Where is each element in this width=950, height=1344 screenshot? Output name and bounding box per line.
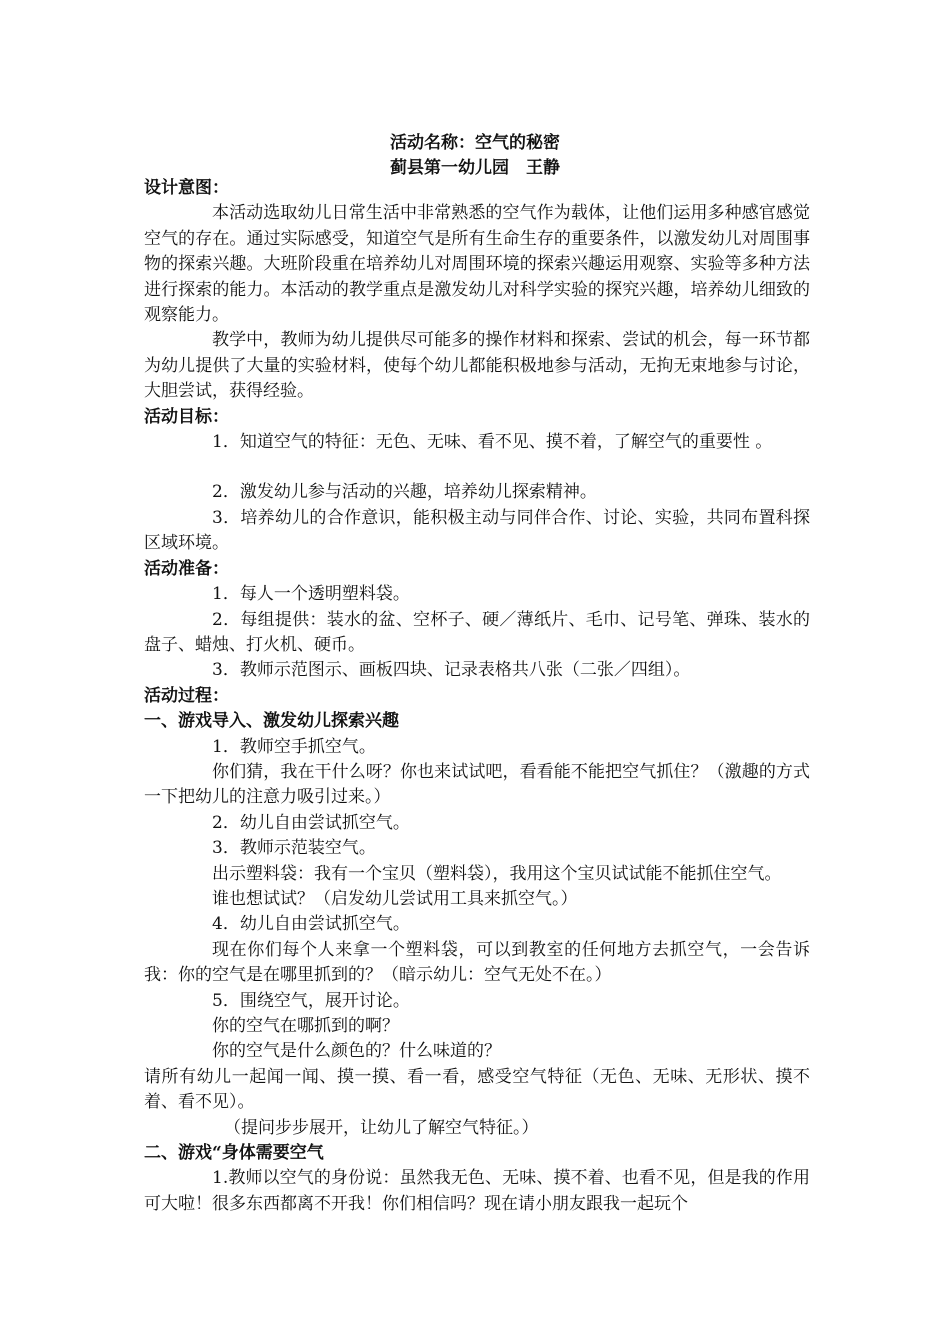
paragraph: 教学中，教师为幼儿提供尽可能多的操作材料和探索、尝试的机会，每一环节都为幼儿提供了大量的实验材料，使每个幼儿都能积极地参与活动，无拘无束地参与讨论，大胆尝试，获得经验。 [144,330,810,402]
paragraph: （提问步步展开，让幼儿了解空气特征。） [224,1117,539,1138]
section-heading: 活动目标： [144,406,229,427]
blank-line [144,455,810,480]
paragraph: 1．教师空手抓空气。 [212,736,376,757]
paragraph: 你们猜，我在干什么呀？你也来试试吧，看看能不能把空气抓住？（激趣的方式一下把幼儿的注意力吸引过来。） [144,761,810,808]
section-heading: 设计意图： [144,178,229,198]
paragraph: 1．知道空气的特征：无色、无味、看不见、摸不着，了解空气的重要性 。 [212,432,773,453]
paragraph: 3．培养幼儿的合作意识，能积极主动与同伴合作、讨论、实验，共同布置科探区域环境。 [144,507,810,554]
section-heading: 一、游戏导入、激发幼儿探索兴趣 [144,711,399,732]
document-body [144,176,810,1217]
paragraph: 1.教师以空气的身份说：虽然我无色、无味、摸不着、也看不见，但是我的作用可大啦！很多东西都离不开我！你们相信吗？现在请小朋友跟我一起玩个 [144,1168,810,1214]
document-title: 活动名称：空气的秘密 [390,133,560,153]
section-heading: 活动过程： [144,685,229,706]
paragraph: 4．幼儿自由尝试抓空气。 [212,914,410,935]
paragraph: 出示塑料袋：我有一个宝贝（塑料袋），我用这个宝贝试试能不能抓住空气。 [212,863,782,884]
paragraph: 3．教师示范图示、画板四块、记录表格共八张（二张／四组）。 [212,660,691,681]
author-line: 蓟县第一幼儿园 王静 [390,158,560,178]
paragraph: 2．幼儿自由尝试抓空气。 [212,812,410,833]
paragraph: 2．激发幼儿参与活动的兴趣，培养幼儿探索精神。 [212,482,597,503]
paragraph: 请所有幼儿一起闻一闻、摸一摸、看一看，感受空气特征（无色、无味、无形状、摸不着、看不见）。 [144,1066,810,1113]
section-heading: 活动准备： [144,558,229,579]
paragraph: 3．教师示范装空气。 [212,838,376,859]
paragraph: 1．每人一个透明塑料袋。 [212,584,410,605]
paragraph: 你的空气在哪抓到的啊？ [212,1016,399,1036]
section-heading: 二、游戏“身体需要空气 [144,1143,324,1164]
paragraph: 现在你们每个人来拿一个塑料袋，可以到教室的任何地方去抓空气，一会告诉我：你的空气是在哪里抓到的？（暗示幼儿：空气无处不在。） [144,939,810,986]
paragraph: 5．围绕空气，展开讨论。 [212,990,410,1011]
paragraph: 谁也想试试？（启发幼儿尝试用工具来抓空气。） [212,888,578,909]
paragraph: 你的空气是什么颜色的？什么味道的？ [212,1041,501,1062]
paragraph: 2．每组提供：装水的盆、空杯子、硬／薄纸片、毛巾、记号笔、弹珠、装水的盘子、蜡烛、打火机、硬币。 [144,609,810,655]
paragraph: 本活动选取幼儿日常生活中非常熟悉的空气作为载体，让他们运用多种感官感觉空气的存在。通过实际感受，知道空气是所有生命生存的重要条件，以激发幼儿对周围事物的探索兴趣。大班阶段重在培养幼儿对周围环境的探索兴趣运用观察、实验等多种方法进行探索的能力。本活动的教学重点是激发幼儿对科学实验的探究兴趣，培养幼儿细致的观察能力。 [144,203,810,326]
